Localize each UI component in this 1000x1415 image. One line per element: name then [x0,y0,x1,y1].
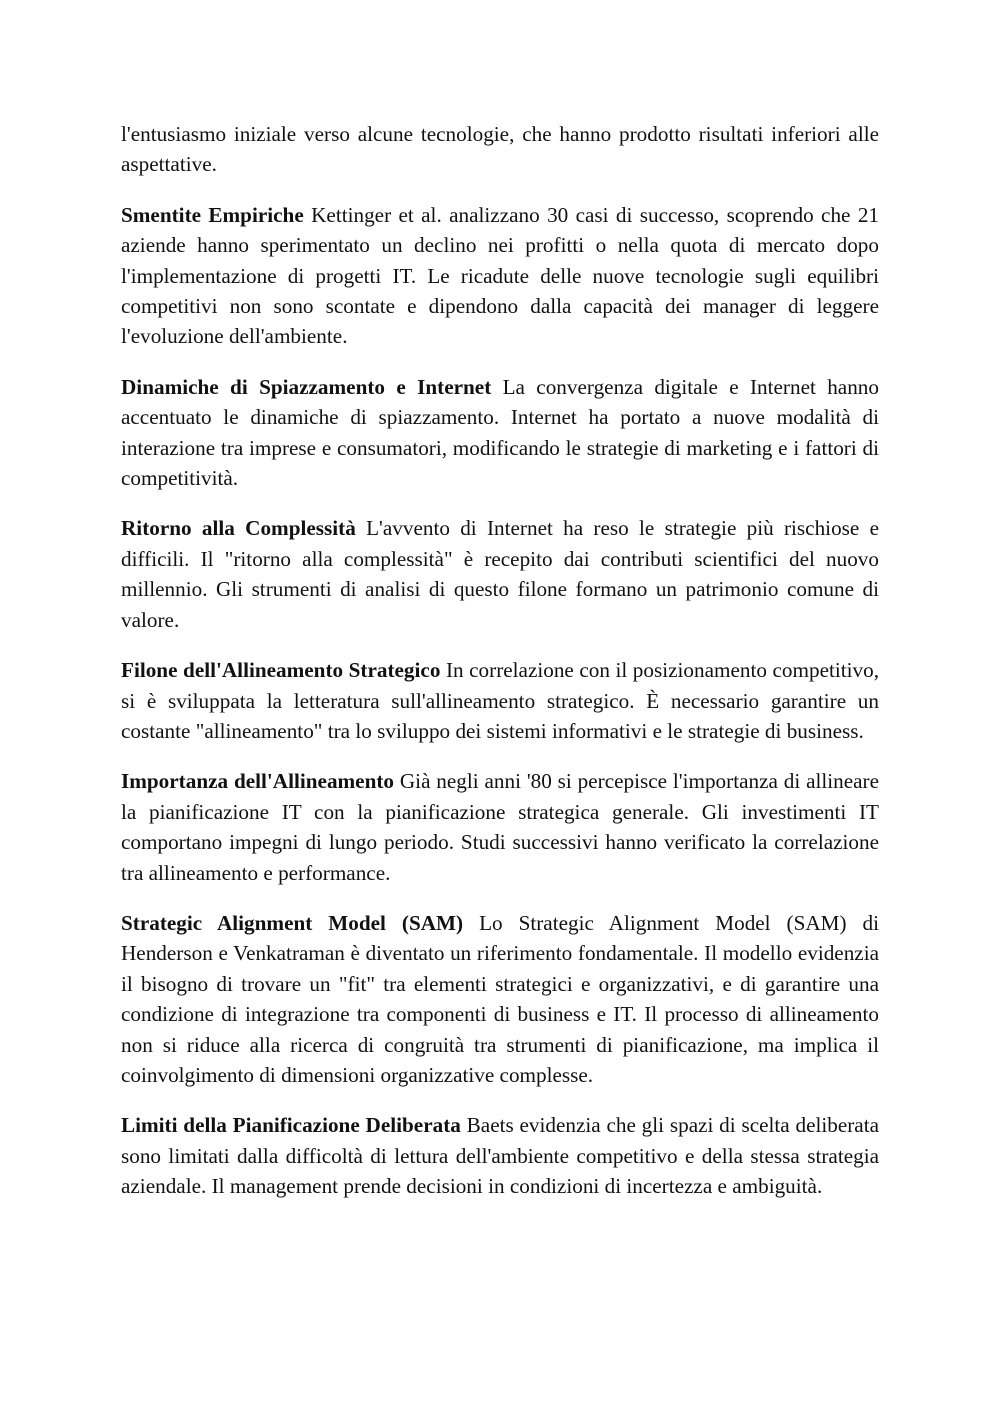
paragraph-ritorno-complessita [121,513,879,635]
paragraph-heading: Limiti della Pianificazione Deliberata [121,1113,461,1138]
paragraph-text: Kettinger et al. analizzano 30 casi di successo, scoprendo che 21 aziende hanno sperimentato un declino nei profitti o nella quota di mercato dopo l'implementazione di progetti IT. Le ricadute delle nuove tecnologie sugli equilibri competitivi non sono scontate e dipendono dalla capacità dei manager di leggere l'evoluzione dell'ambiente. [121,202,880,349]
paragraph-heading: Strategic Alignment Model (SAM) [121,910,464,935]
paragraph-text: In correlazione con il posizionamento competitivo, si è sviluppata la letteratura sull'allineamento strategico. È necessario garantire un costante "allineamento" tra lo sviluppo dei sistemi informativi e le strategie di business. [121,658,880,743]
paragraph-smentite-empiriche [121,200,879,352]
paragraph-heading: Filone dell'Allineamento Strategico [121,658,441,683]
paragraph-strategic-alignment-model [121,908,879,1090]
paragraph-text: La convergenza digitale e Internet hanno accentuato le dinamiche di spiazzamento. Internet ha portato a nuove modalità di interazione tra imprese e consumatori, modificando le strategie di marketing e i fattori di competitività. [121,374,879,491]
document-body [121,119,879,1222]
paragraph-continuation [121,119,879,180]
paragraph-text: Baets evidenzia che gli spazi di scelta deliberata sono limitati dalla difficoltà di lettura dell'ambiente competitivo e della stessa strategia aziendale. Il management prende decisioni in condizioni di incertezza e ambiguità. [121,1113,879,1199]
paragraph-text: Già negli anni '80 si percepisce l'importanza di allineare la pianificazione IT con la pianificazione strategica generale. Gli investimenti IT comportano impegni di lungo periodo. Studi successivi hanno verificato la correlazione tra allineamento e performance. [121,769,879,885]
paragraph-importanza-allineamento [121,766,879,888]
paragraph-text: L'avvento di Internet ha reso le strategie più rischiose e difficili. Il "ritorno alla complessità" è recepito dai contributi scientifici del nuovo millennio. Gli strumenti di analisi di questo filone formano un patrimonio comune di valore. [121,516,879,632]
paragraph-filone-allineamento [121,655,879,746]
paragraph-heading: Ritorno alla Complessità [121,516,356,541]
paragraph-limiti-pianificazione [121,1110,879,1201]
paragraph-text: Lo Strategic Alignment Model (SAM) di Henderson e Venkatraman è diventato un riferimento fondamentale. Il modello evidenzia il bisogno di trovare un "fit" tra elementi strategici e organizzativi, e di garantire una condizione di integrazione tra componenti di business e IT. Il processo di allineamento non si riduce alla ricerca di congruità tra strumenti di pianificazione, ma implica il coinvolgimento di dimensioni organizzative complesse. [121,910,880,1087]
paragraph-dinamiche-spiazzamento [121,372,879,494]
paragraph-heading: Importanza dell'Allineamento [121,769,395,794]
paragraph-text: l'entusiasmo iniziale verso alcune tecnologie, che hanno prodotto risultati inferiori alle aspettative. [121,122,879,177]
paragraph-heading: Smentite Empiriche [121,202,304,227]
paragraph-heading: Dinamiche di Spiazzamento e Internet [121,374,492,399]
